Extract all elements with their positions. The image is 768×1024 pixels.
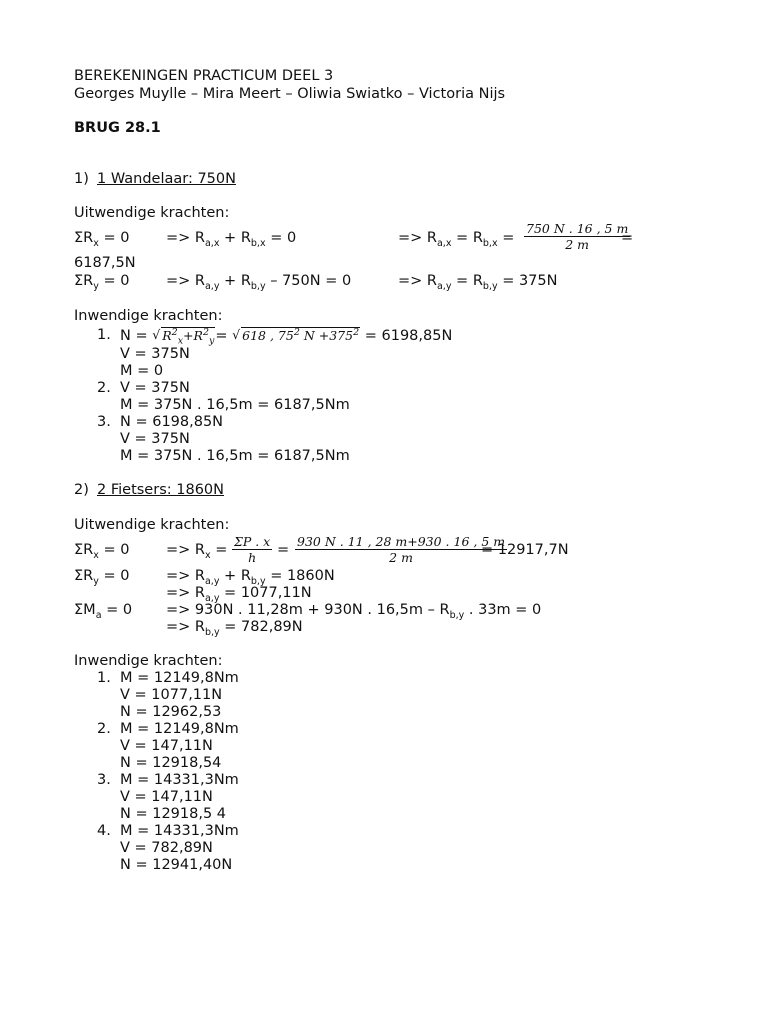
s2-item4-line1: V = 782,89N bbox=[120, 840, 213, 856]
s1-item3-first: N = 6198,85N bbox=[120, 414, 224, 430]
s2-item2-line2: N = 12918,54 bbox=[120, 755, 222, 771]
authors-line: Georges Muylle – Mira Meert – Oliwia Swiatko – Victoria Nijs bbox=[74, 86, 506, 102]
s1-item2-first: V = 375N bbox=[120, 380, 190, 396]
s2-item4-first: M = 14331,3Nm bbox=[120, 823, 239, 839]
section2-external-heading: Uitwendige krachten: bbox=[74, 517, 230, 533]
s2-rx-frac2-num: 930 N . 11 , 28 m+930 . 16 , 5 m bbox=[297, 534, 506, 549]
s2-item3-line2: N = 12918,5 4 bbox=[120, 806, 227, 822]
document-title: BEREKENINGEN PRACTICUM DEEL 3 bbox=[74, 68, 334, 84]
s1-rx-frac-num: 750 N . 16 , 5 m bbox=[526, 221, 629, 236]
s1-item1-line1: V = 375N bbox=[120, 346, 190, 362]
section1-external-heading: Uitwendige krachten: bbox=[74, 205, 230, 221]
s2-rx-result: = 12917,7N bbox=[481, 542, 569, 558]
s2-item3-first: M = 14331,3Nm bbox=[120, 772, 239, 788]
section2-internal-heading: Inwendige krachten: bbox=[74, 653, 223, 669]
s2-item2-line1: V = 147,11N bbox=[120, 738, 213, 754]
s2-rx-eq2: = bbox=[277, 542, 290, 558]
s1-ry-result: => $R_{a,y} = R_{b,y} = 375N$ bbox=[398, 273, 558, 292]
s1-item2-line1: M = 375N . 16,5m = 6187,5Nm bbox=[120, 397, 350, 413]
s2-item4-line2: N = 12941,40N bbox=[120, 857, 233, 873]
section1-internal-heading: Inwendige krachten: bbox=[74, 308, 223, 324]
s1-item1-number: 1. bbox=[97, 327, 111, 343]
s2-ma-lhs: $\Sigma M_a = 0$ bbox=[74, 602, 133, 621]
s2-item1-line2: N = 12962,53 bbox=[120, 704, 222, 720]
s2-item3-line1: V = 147,11N bbox=[120, 789, 213, 805]
section2-title: 2 Fietsers: 1860N bbox=[97, 482, 224, 498]
s1-rx-result: => $R_{a,x} = R_{b,x}$ = bbox=[398, 230, 515, 249]
s1-rx-frac-den: 2 m bbox=[565, 237, 590, 252]
s2-rby-result: => $R_{b,y} = 782,89N$ bbox=[166, 619, 303, 638]
s2-item1-number: 1. bbox=[97, 670, 111, 686]
s2-item3-number: 3. bbox=[97, 772, 111, 788]
s1-ry-lhs: $\Sigma R_y = 0$ bbox=[74, 273, 130, 292]
s2-item4-number: 4. bbox=[97, 823, 111, 839]
s1-item3-line1: V = 375N bbox=[120, 431, 190, 447]
s2-item2-first: M = 12149,8Nm bbox=[120, 721, 239, 737]
s1-rx-tail: = bbox=[621, 230, 634, 246]
section1-title: 1 Wandelaar: 750N bbox=[97, 171, 236, 187]
s1-rx-middle: => $R_{a,x} + R_{b,x} = 0$ bbox=[166, 230, 297, 249]
s2-rx-middle: => $R_x$ = bbox=[166, 542, 228, 561]
s2-ry-middle: => $R_{a,y} + R_{b,y} = 1860N$ bbox=[166, 568, 335, 587]
section1-number: 1) bbox=[74, 171, 89, 187]
s2-item1-first: M = 12149,8Nm bbox=[120, 670, 239, 686]
s2-ma-middle: => 930N . 11,28m + 930N . $16,5m - R_{b,y}$ . 33m = 0 bbox=[166, 602, 542, 621]
section2-number: 2) bbox=[74, 482, 89, 498]
s2-rx-frac1-den: h bbox=[248, 550, 257, 565]
s1-item2-number: 2. bbox=[97, 380, 111, 396]
s1-rx-result-wrap: 6187,5N bbox=[74, 255, 136, 271]
s2-rx-fraction1 bbox=[230, 534, 274, 565]
s1-item3-line2: M = 375N . 16,5m = 6187,5Nm bbox=[120, 448, 350, 464]
s2-ry-lhs: $\Sigma R_y = 0$ bbox=[74, 568, 130, 587]
s2-ray-result: => $R_{a,y} = 1077,11N$ bbox=[166, 585, 312, 604]
bridge-title: BRUG 28.1 bbox=[74, 120, 161, 136]
s2-rx-lhs: $\Sigma R_x = 0$ bbox=[74, 542, 130, 561]
s1-rx-lhs: $\Sigma R_x = 0$ bbox=[74, 230, 130, 249]
s1-item1-n-formula: N = √ $R^2_x+R^2_y=$ √ 618 , $75^2$ $N +375^2 = 6198,85N$ bbox=[120, 326, 453, 347]
s1-rx-fraction bbox=[522, 221, 632, 252]
s1-item3-number: 3. bbox=[97, 414, 111, 430]
s2-item2-number: 2. bbox=[97, 721, 111, 737]
s2-rx-frac2-den: 2 m bbox=[389, 550, 413, 565]
s1-ry-middle: => $R_{a,y} + R_{b,y} - 750N = 0$ bbox=[166, 273, 352, 292]
s2-rx-frac1-num: ΣP . x bbox=[234, 534, 271, 549]
s2-item1-line1: V = 1077,11N bbox=[120, 687, 223, 703]
s2-rx-fraction2 bbox=[293, 534, 509, 565]
s1-item1-line2: M = 0 bbox=[120, 363, 164, 379]
